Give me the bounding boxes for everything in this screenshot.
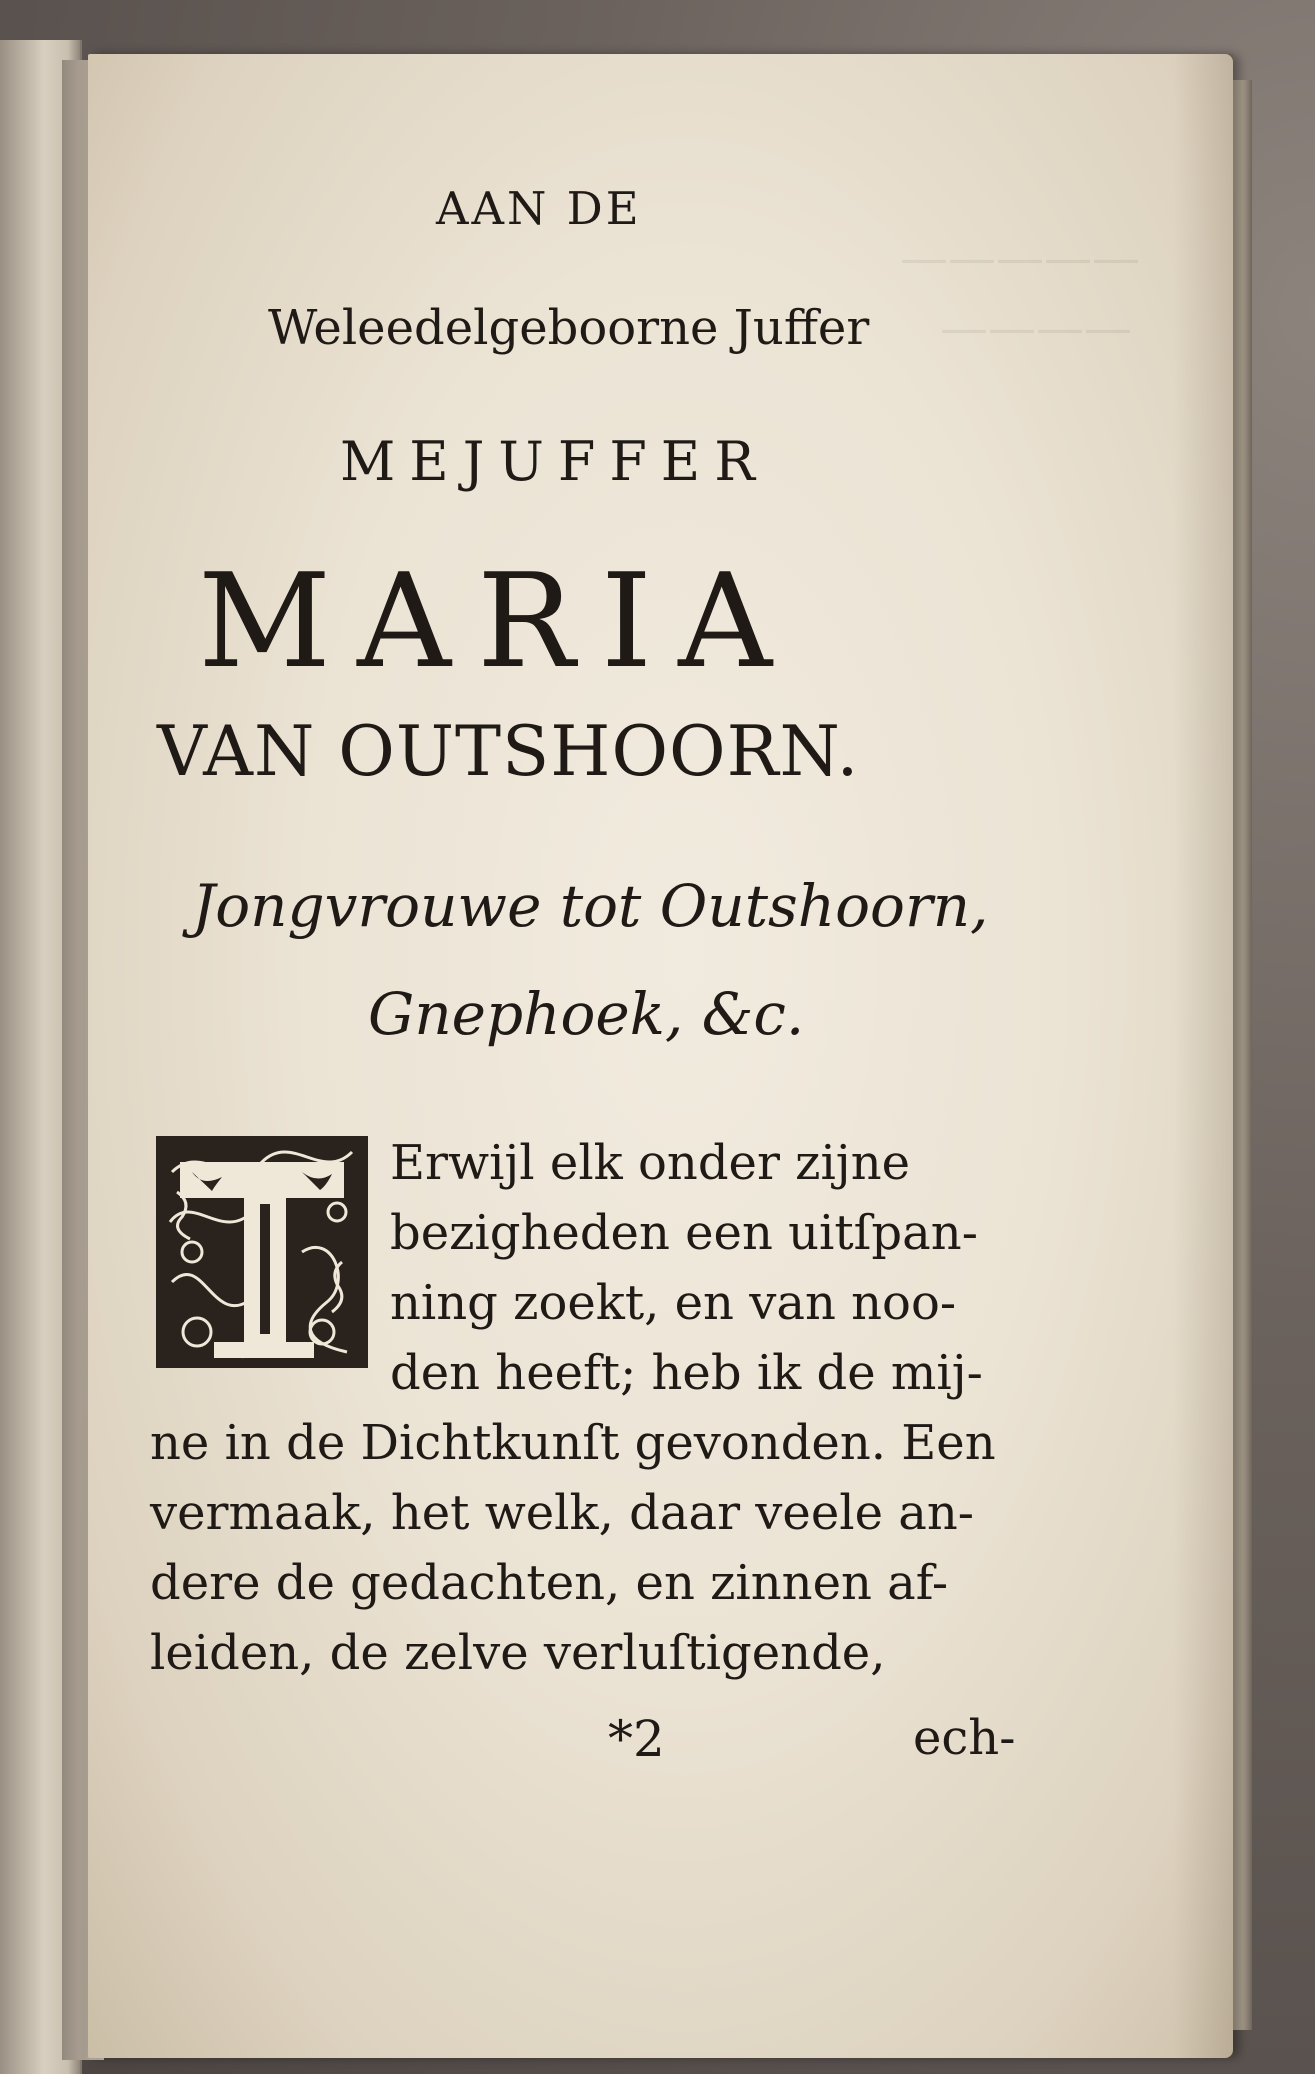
dedication-line-4: den heeft; heb ik de mij-: [390, 1345, 983, 1401]
titles-line-1: Jongvrouwe tot Outshoorn,: [192, 872, 989, 940]
show-through: —————: [900, 230, 1140, 286]
dedication-line-7: dere de gedachten, en zinnen af-: [150, 1555, 949, 1611]
dedication-line-8: leiden, de zelve verluſtigende,: [150, 1625, 886, 1681]
dedication-line-5: ne in de Dichtkunſt gevonden. Een: [150, 1415, 996, 1471]
dedication-line-3: ning zoekt, en van noo-: [390, 1275, 957, 1331]
catchword: ech-: [913, 1710, 1016, 1766]
titles-line-2: Gnephoek, &c.: [368, 980, 805, 1048]
signature-mark: *2: [608, 1710, 665, 1768]
heading-weleedelgeboorne: Weleedelgeboorne Juffer: [268, 300, 870, 356]
heading-mejuffer: MEJUFFER: [340, 430, 769, 493]
dedication-line-1: Erwijl elk onder zijne: [390, 1135, 911, 1191]
heading-surname: VAN OUTSHOORN.: [157, 712, 860, 792]
heading-first-name: MARIA: [198, 545, 799, 697]
show-through: ————: [940, 300, 1132, 356]
heading-aan-de: AAN DE: [436, 182, 642, 235]
dedication-line-2: bezigheden een uitſpan-: [390, 1205, 978, 1261]
decorated-initial: [152, 1132, 372, 1372]
dedication-line-6: vermaak, het welk, daar veele an-: [150, 1485, 974, 1541]
ornament-icon: [152, 1132, 372, 1372]
